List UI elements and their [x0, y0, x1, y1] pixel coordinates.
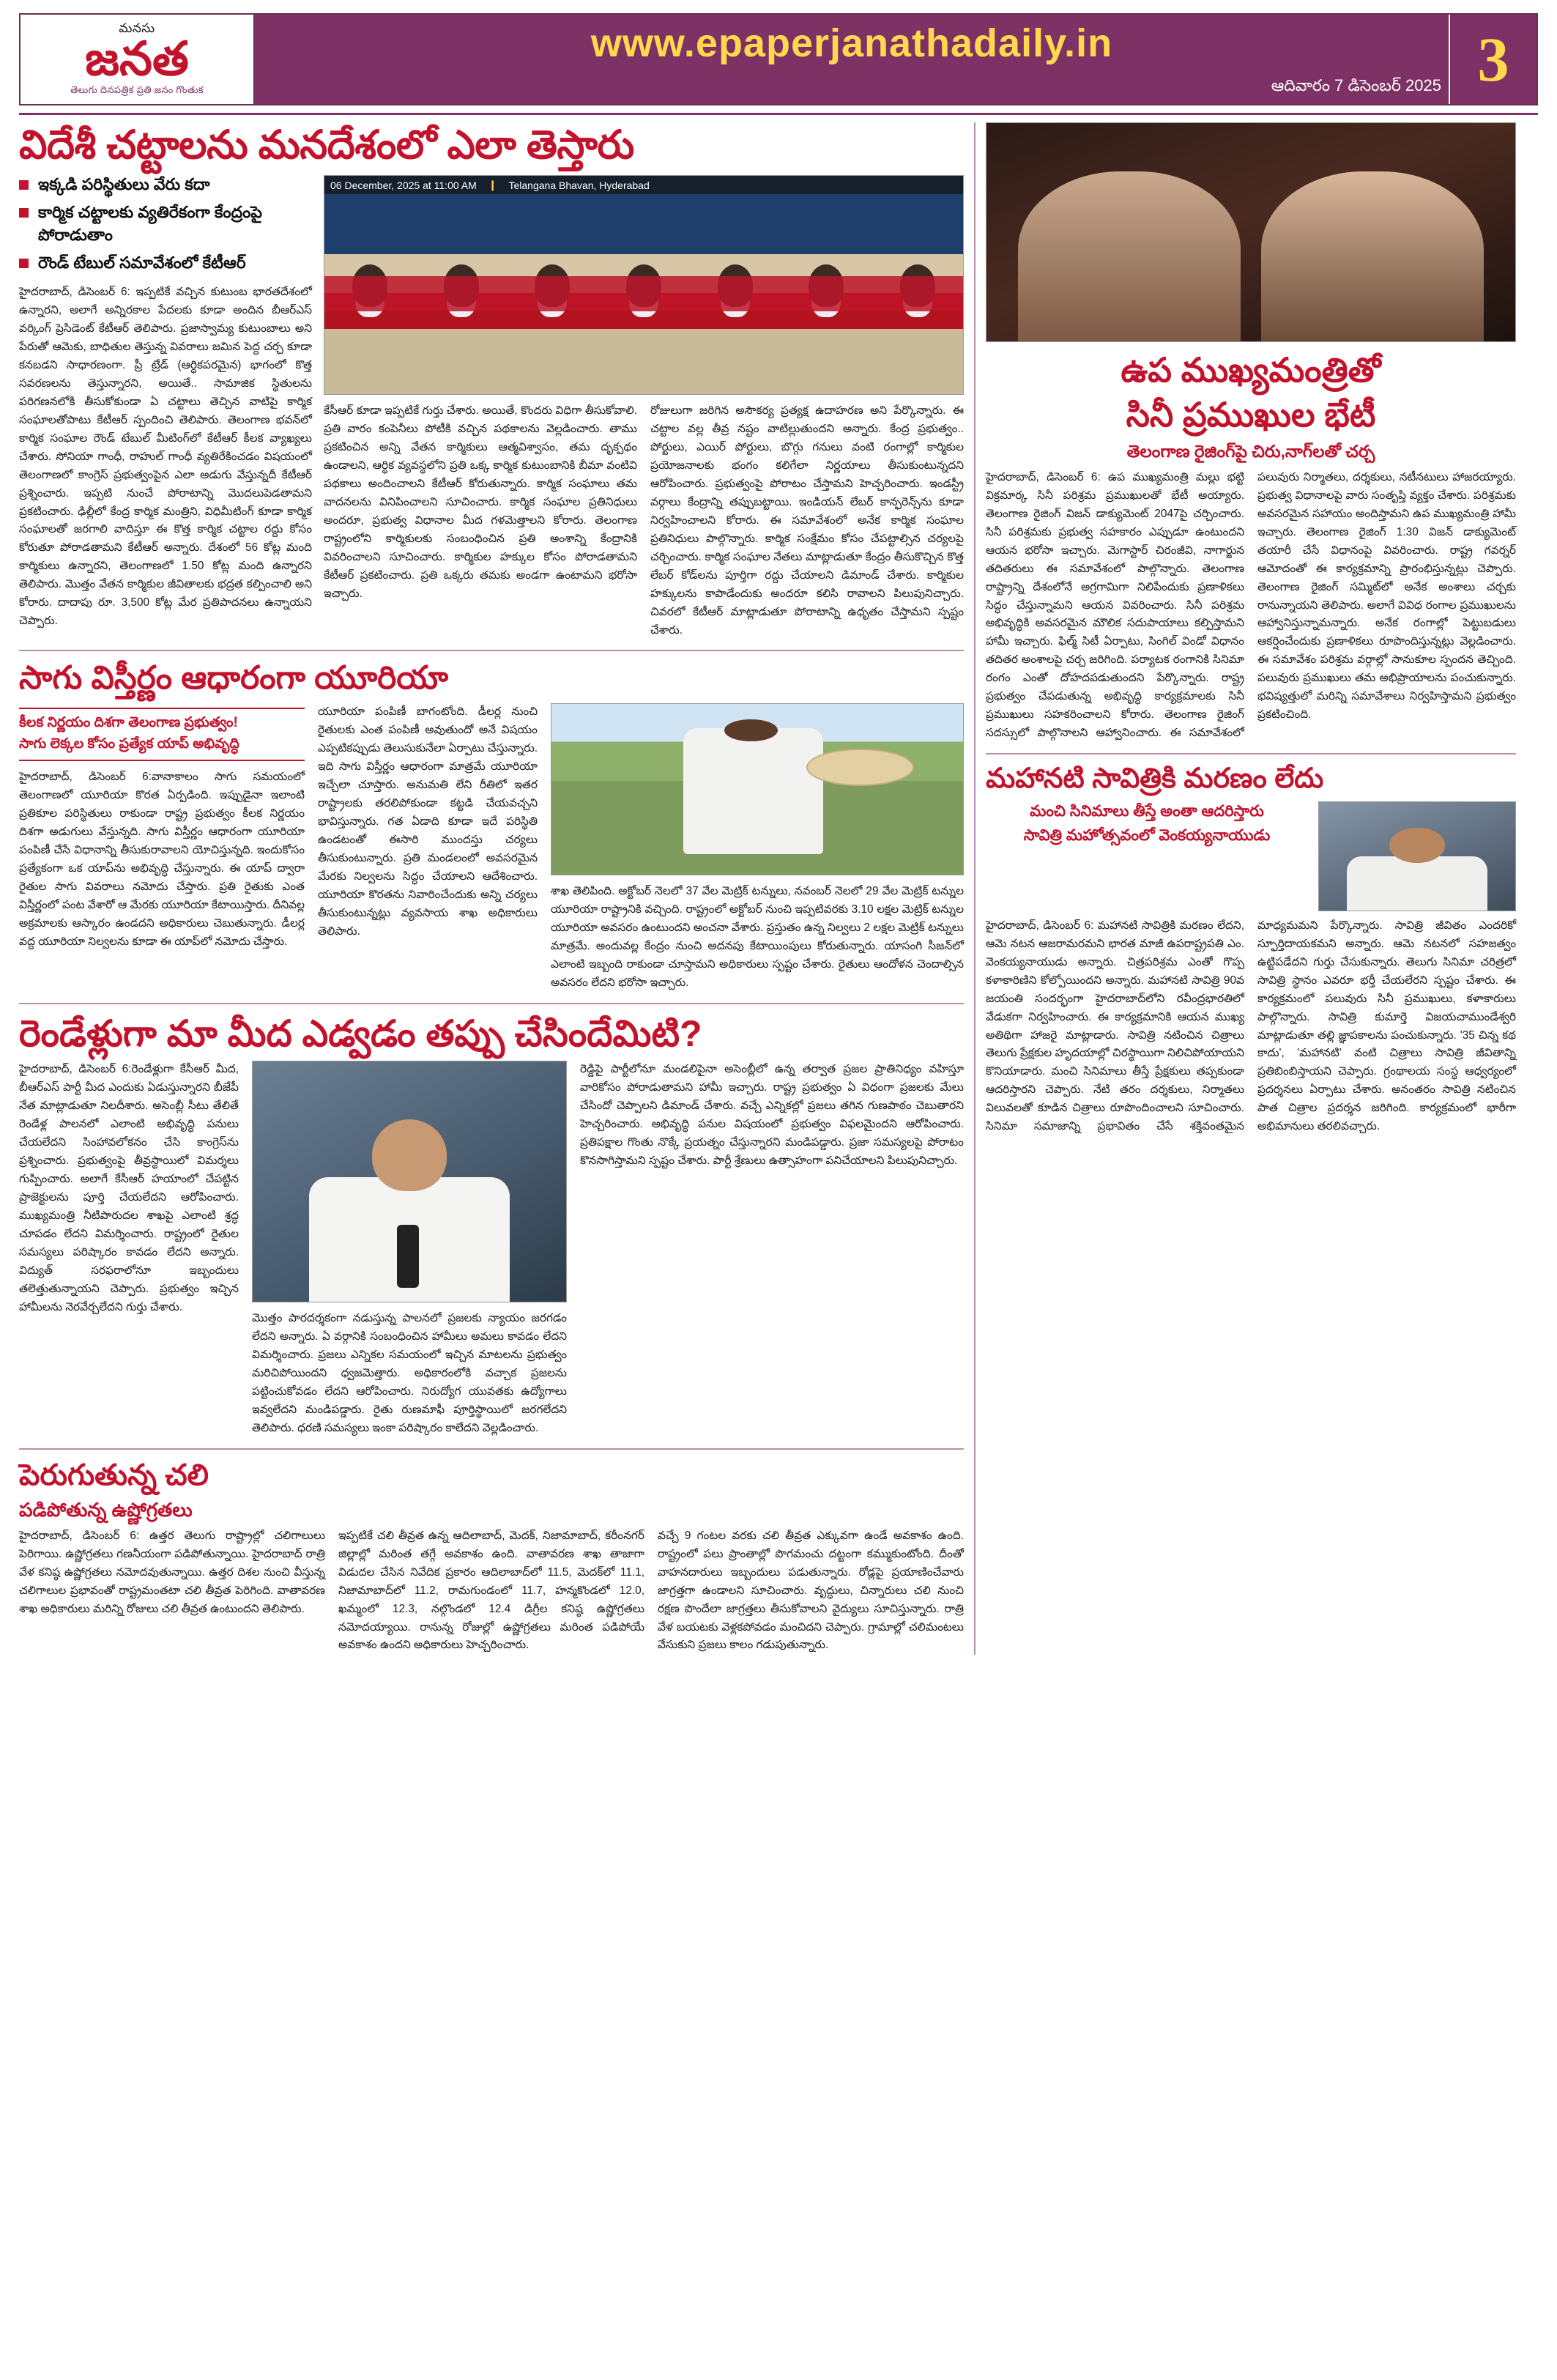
savitri-sub2: సావిత్రి మహోత్సవంలో వెంకయ్యనాయుడు [1023, 827, 1271, 845]
urea-photo [551, 703, 964, 875]
article-urea [19, 660, 964, 992]
section-divider [19, 650, 964, 651]
urea-body-col3: శాఖ తెలిపింది. అక్టోబర్‌ నెలలో 37 వేల మెట్రిక్‌ టన్నులు, నవంబర్‌ నెలలో 29 వేల మెట్రిక్‌ టన్నుల యూరియా రాష్ట్రానికి వచ్చింది. రాష్ట్రంలో అక్టోబర్‌ నుంచి ఇప్పటివరకు 3.10 లక్షల మెట్రిక్‌ టన్నుల యూరియా అవసరం ఉంటుందని అంచనా వేశారు. ప్రస్తుతం ఉన్న నిల్వలు 2 లక్షల మెట్రిక్‌ టన్నులు మాత్రమే. అందువల్ల కేంద్రం నుంచి అదనపు కేటాయింపులు కోరుతున్నారు. యాసంగి సీజన్‌లో ఎలాంటి ఇబ్బంది రాకుండా చూస్తామని అధికారులు స్పష్టం చేశారు. రైతులు ఆందోళన చెందాల్సిన అవసరం లేదని భరోసా ఇచ్చారు. [551, 885, 964, 989]
logo-top-text: మనసు [119, 21, 155, 35]
savitri-headline: మహానటి సావిత్రికి మరణం లేదు [986, 763, 1324, 795]
list-item: ఇక్కడి పరిస్థితులు వేరు కదా [19, 175, 312, 198]
urea-headline: సాగు విస్తీర్ణం ఆధారంగా యూరియా [19, 660, 449, 697]
cold-body-col2: ఇప్పటికే చలి తీవ్రత ఉన్న ఆదిలాబాద్, మెదక్, నిజామాబాద్, కరీంనగర్‌ జిల్లాల్లో మరింత తగ్గే అవకాశం ఉంది. వాతావరణ శాఖ తాజాగా విడుదల చేసిన నివేదిక ప్రకారం ఆదిలాబాద్‌లో 11.5, మెదక్‌లో 11.1, నిజామాబాద్‌లో 11.2, రామగుండంలో 11.7, హన్మకొండలో 12.0, ఖమ్మంలో 12.3, నల్గొండలో 12.4 డిగ్రీల కనిష్ఠ ఉష్ణోగ్రతలు నమోదయ్యాయి. రానున్న రోజుల్లో ఉష్ణోగ్రతలు మరింత పడిపోయే అవకాశం ఉందని అధికారులు హెచ్చరించారు. [338, 1529, 644, 1652]
lead-body-col3: రోజులుగా జరిగిన అసౌకర్య ప్రత్యక్ష ఉదాహరణ అని పేర్కొన్నారు. ఈ చట్టాల వల్ల తీవ్ర నష్టం వాటిల్లుతుందని అన్నారు. కేంద్ర ప్రభుత్వం.. పోర్టులు, ఎయిర్‌ పోర్టులు, బొగ్గు గనులు వంటి రంగాల్లో కార్మికుల ప్రయోజనాలకు భంగం కలిగేలా నిర్ణయాలు తీసుకుంటున్నదని ఆరోపించారు. ప్రభుత్వంపై పోరాటం చేస్తామని హెచ్చరించారు. ఇండస్ట్రీ వర్గాలు కేంద్రాన్ని తప్పుబట్టాయి. ఇండియన్‌ లేబర్‌ కాన్ఫరెన్స్‌ను కూడా నిర్వహించాలని కోరారు. ఈ సమావేశంలో అనేక కార్మిక సంఘాల ప్రతినిధులు పాల్గొన్నారు. కార్మిక సంక్షేమం కోసం చేపట్టాల్సిన చర్యలపై చర్చించారు. కార్మిక సంఘాల నేతలు మాట్లాడుతూ కేంద్రం తీసుకొచ్చిన కొత్త లేబర్‌ కోడ్‌లను పూర్తిగా రద్దు చేయాలని డిమాండ్‌ చేశారు. కార్మికుల హక్కులను కాపాడేందుకు అందరూ కలిసి రావాలని పిలుపునిచ్చారు. చివరలో కేటీఆర్‌ మాట్లాడుతూ పోరాటాన్ని ఉధృతం చేస్తామని స్పష్టం చేశారు. [650, 404, 964, 637]
bjp-body-col1: హైదరాబాద్, డిసెంబర్ 6:రెండేళ్లుగా కేసీఆర్‌ మీద, బీఆర్‌ఎస్‌ పార్టీ మీద ఎందుకు ఏడుస్తున్నారని బీజేపీ నేత మాట్లాడుతూ నిలదీశారు. అసెంబ్లీ సీటు తేలితే రెండేళ్ల పాలనలో ఎలాంటి అభివృద్ధి పనులు చేయలేదని సింహావలోకనం చేసి కాంగ్రెస్‌ను ప్రశ్నించారు. ప్రభుత్వంపై తీవ్రస్థాయిలో విమర్శలు గుప్పించారు. అలాగే కేసీఆర్‌ హయాంలో చేపట్టిన ప్రాజెక్టులను పూర్తి చేయలేదని ఆరోపించారు. ముఖ్యమంత్రి నీటిపారుదల శాఖపై ఎలాంటి శ్రద్ధ చూపడం లేదని విమర్శించారు. రాష్ట్రంలో రైతుల సమస్యలు పరిష్కారం కావడం లేదని అన్నారు. విద్యుత్‌ సరఫరాలోనూ ఇబ్బందులు తలెత్తుతున్నాయని చెప్పారు. ప్రభుత్వం ఇచ్చిన హామీలను నెరవేర్చలేదని గుర్తు చేశారు. [19, 1063, 239, 1313]
savitri-body: హైదరాబాద్, డిసెంబర్ 6: మహానటి సావిత్రికి మరణం లేదని, ఆమె నటన ఆజరామరమని భారత మాజీ ఉపరాష్ట్రపతి ఎం. వెంకయ్యనాయుడు అన్నారు. చిత్రపరిశ్రమ ఎంతో గొప్ప కళాకారిణిని కోల్పోయిందని అన్నారు. మహానటి సావిత్రి 90వ జయంతి సందర్భంగా హైదరాబాద్‌లోని రవీంద్రభారతిలో వేడుకగా నిర్వహించారు. ఈ కార్యక్రమానికి ఆయన ముఖ్య అతిథిగా హాజరై మాట్లాడారు. సావిత్రి నటించిన చిత్రాలు తెలుగు ప్రేక్షకుల హృదయాల్లో చిరస్థాయిగా నిలిచిపోయాయని కొనియాడారు. మంచి సినిమాలు తీస్తే ప్రేక్షకులు తప్పకుండా ఆదరిస్తారని చెప్పారు. నేటి తరం దర్శకులు, నిర్మాతలు విలువలతో కూడిన చిత్రాలు రూపొందించాలని సూచించారు. సినిమా సమాజాన్ని ప్రభావితం చేసే శక్తివంతమైన మాధ్యమమని పేర్కొన్నారు. సావిత్రి జీవితం ఎందరికో స్ఫూర్తిదాయకమని అన్నారు. ఆమె నటనలో సహజత్వం ఉట్టిపడేదని గుర్తు చేసుకున్నారు. తెలుగు సినిమా చరిత్రలో సావిత్రి స్థానం ఎవరూ భర్తీ చేయలేరని స్పష్టం చేశారు. ఈ కార్యక్రమంలో పలువురు సినీ ప్రముఖులు, కళాకారులు పాల్గొన్నారు. సావిత్రి కుమార్తె విజయచాముండేశ్వరి మాట్లాడుతూ తల్లి జ్ఞాపకాలను పంచుకున్నారు. '35 చిన్న కథ కాదు', 'మహానటి' వంటి చిత్రాలు సావిత్రి జీవితాన్ని ప్రతిబింబిస్తాయని చెప్పారు. గ్రంథాలయ సంస్థ ఆధ్వర్యంలో ప్రదర్శనలు ఏర్పాటు చేశారు. అనంతరం సావిత్రి నటించిన పాత చిత్రాల ప్రదర్శన జరిగింది. కార్యక్రమంలో భారీగా అభిమానులు తరలివచ్చారు. [986, 919, 1516, 1133]
celebrity-meeting-image [986, 123, 1515, 341]
website-url[interactable]: www.epaperjanathadaily.in [590, 21, 1113, 65]
lead-body-col1: హైదరాబాద్, డిసెంబర్ 6: ఇప్పటికే వచ్చిన కుటుంబ భారతదేశంలో ఉన్నారని, అలాగే అన్నిరకాల పేదలకు కూడా అందిన బీఆర్‌ఎస్‌ వర్కింగ్‌ ప్రెసిడెంట్‌ కేటీఆర్‌ తెలిపారు. ప్రజాస్వామ్య కుటుంబాలు అని పేరుతో ఆమెకు, బాధితుల తెస్తున్న వివరాలు జమిన పెద్ద చర్చ కూడా కనబడని సాధారణంగా. ప్రీ ట్రేడ్ (ఆర్ధికపరమైన) భాగంలో కొత్త సవరణలను తెస్తున్నారని, అయితే.. సామాజిక స్థితులను పరిగణనలోకి తీసుకోకుండా ఏ చట్టాలు తెచ్చిన వాటిపై కార్మిక సంఘాలతోపాటు కేటీఆర్‌ స్పందించి తెలిపారు. తెలంగాణ భవన్‌లో కార్మిక సంఘాల రౌండ్‌ టేబుల్‌ మీటింగ్‌లో కేటీఆర్‌ కీలక వ్యాఖ్యలు చేశారు. సోనియా గాంధీ, రాహుల్‌ గాంధీ వ్యతిరేకించడం విషయంలో తెలంగాణలో కాంగ్రెస్‌ ప్రభుత్వంపైన ఎలా అడుగు వేస్తున్నదీ కేటీఆర్‌ ప్రశ్నించారు. ఇప్పటి నుంచే పోరాటాన్ని మొదలుపెడతామని ప్రకటించారు. ఢిల్లీలో కేంద్ర కార్మిక మంత్రిని, విధిమీటింగ్‌ కూడా కార్మిక సంఘాలతో జరగాలి వాదిస్తూ ఈ కొత్త కార్మిక చట్టాల రద్దు కోసం కోరుతూ పోరాడతామని కేటీఆర్‌ అన్నారు. దేశంలో 56 కోట్ల మంది కార్మికులు ఉన్నారని, తెలంగాణలో 1.50 కోట్ల మంది ఉన్నారని తెలిపారు. మొత్తం వేతన కార్మికుల జీవితాలకు భద్రత కల్పించాలి అని కోరారు. దాదాపు రూ. 3,500 కోట్ల మేర ప్రతిపాదనలు ఉన్నాయని చెప్పారు. [19, 286, 312, 628]
caption-separator-icon: ❙ [488, 179, 497, 191]
right-divider-1 [986, 753, 1516, 755]
masthead-logo [21, 15, 255, 104]
savitri-sub1: మంచి సినిమాలు తీస్తే అంతా ఆదరిస్తారు [1030, 802, 1264, 820]
cold-body-col1: హైదరాబాద్, డిసెంబర్ 6: ఉత్తర తెలుగు రాష్ట్రాల్లో చలిగాలులు పెరిగాయి. ఉష్ణోగ్రతలు గణనీయంగా పడిపోతున్నాయి. హైదరాబాద్‌ రాత్రి వేళ కనిష్ఠ ఉష్ణోగ్రతలు నమోదవుతున్నాయి. ఉత్తర దిశల నుంచి వీస్తున్న చలిగాలుల ప్రభావంతో రాష్ట్రమంతటా చలి తీవ్రత పెరిగింది. వాతావరణ శాఖ అధికారులు మరిన్ని రోజులు చలి తీవ్రత ఉంటుందని తెలిపారు. [19, 1529, 325, 1615]
savitri-photo [1318, 801, 1516, 911]
venkaiah-naidu-image [1319, 802, 1515, 911]
urea-redbox [19, 708, 305, 761]
logo-tagline: తెలుగు దినపత్రిక ప్రతి జనం గొంతుక [70, 84, 204, 95]
bjp-photo [252, 1061, 567, 1302]
cold-headline: పెరుగుతున్న చలి [19, 1458, 209, 1491]
bjp-body-col3: రెడ్డిపై పార్టీలోనూ మండలిపైనా అసెంబ్లీలో ఉన్న తర్వాత ప్రజల ప్రాతినిధ్యం వహిస్తూ వారికోసం పోరాడుతామని హామీ ఇచ్చారు. రాష్ట్ర ప్రభుత్వం ఏ విధంగా ప్రజలకు మేలు చేసిందో చెప్పాలని డిమాండ్‌ చేశారు. వచ్చే ఎన్నికల్లో ప్రజలు తగిన గుణపాఠం చెబుతారని హెచ్చరించారు. అభివృద్ధి పనుల విషయంలో ప్రభుత్వం విఫలమైందని ఆరోపించారు. ప్రతిపక్షాల గొంతు నొక్కే ప్రయత్నం చేస్తున్నారని మండిపడ్డారు. ప్రజా సమస్యలపై పోరాటం కొనసాగిస్తామని స్పష్టం చేశారు. పార్టీ శ్రేణులు ఉత్సాహంగా పనిచేయాలని పిలుపునిచ్చారు. [580, 1063, 964, 1168]
content-grid [19, 122, 1538, 1655]
logo-brand: జనత [85, 32, 189, 85]
cine-headline-line1: ఉప ముఖ్యమంత్రితో [1121, 351, 1381, 389]
lead-photo [324, 175, 964, 395]
page-number: 3 [1477, 24, 1509, 94]
lead-body-col2: కేసీఆర్‌ కూడా ఇప్పటికే గుర్తు చేశారు. అయితే, కొందరు విధిగా తీసుకోవాలి. ప్రతి వారం కంపెనీలు పోటీకి వచ్చిన పథకాలను వెల్లడించారు. తాము ప్రకటించిన అన్ని వేతన కార్మికులు ఆత్మవిశ్వాసం, తమ దృక్పథం ఉండాలని, ఆర్థిక వ్యవస్థలోని ప్రతి ఒక్క కార్మిక కుటుంబానికి బీమా వంటివి పథకాలు అందించాలని కేటీఆర్‌ కోరుతున్నారు. కార్మిక సంఘాలు తమ వాదనలను వినిపించాలని సూచించారు. కార్మిక సంఘాల ప్రతినిధులు అందరూ, ప్రభుత్వ విధానాల మీద గళమెత్తాలని కోరారు. తెలంగాణ రాష్ట్రంలోని కార్మికులకు సంబంధించిన ప్రతి అంశాన్ని కేంద్రానికి వివరించాలని సూచించారు. కార్మికుల హక్కుల కోసం పోరాడతామని కేటీఆర్‌ ప్రకటించారు. ప్రతి ఒక్కరు తమకు అండగా ఉంటామని భరోసా ఇచ్చారు. [324, 404, 637, 600]
page-number-box [1449, 15, 1536, 104]
speaker-portrait-image [253, 1061, 566, 1302]
urea-body-col1: హైదరాబాద్, డిసెంబర్ 6:వానాకాలం సాగు సమయంలో తెలంగాణలో యూరియా కొరత ఏర్పడింది. ఇప్పుడైనా ఇలాంటి ప్రతికూల పరిస్థితులు రాకుండా రాష్ట్ర ప్రభుత్వం కీలక నిర్ణయం దిశగా అడుగులు వేస్తున్నది. సాగు విస్తీర్ణం ఆధారంగా యూరియా పంపిణీ చేసే విధానాన్ని తీసుకురావాలని యోచిస్తున్నది. ఇందుకోసం ప్రత్యేకంగా ఒక యాప్‌ను అభివృద్ధి చేస్తున్నారు. ఈ యాప్‌ ద్వారా రైతుల సాగు వివరాలు నమోదు చేస్తారు. ప్రతి రైతుకు ఎంత విస్తీర్ణంలో పంట వేశారో ఆ మేరకు యూరియా కేటాయిస్తారు. దీనివల్ల అక్రమాలకు ఆస్కారం ఉండదని అధికారులు చెబుతున్నారు. డీలర్ల వద్ద యూరియా నిల్వలను కూడా ఈ యాప్‌లో నమోదు చేస్తారు. [19, 771, 305, 948]
press-conference-image [324, 176, 963, 394]
issue-date: ఆదివారం 7 డిసెంబర్ 2025 [1271, 75, 1441, 94]
cine-subheadline: తెలంగాణ రైజింగ్‌పై చిరు,నాగ్‌లతో చర్చ [1126, 441, 1375, 461]
cine-headline-line2: సినీ ప్రముఖుల భేటీ [1126, 395, 1376, 434]
article-cold [19, 1458, 964, 1655]
bjp-headline: రెండేళ్లుగా మా మీద ఎడ్వడం తప్పు చేసిందేమిటి? [19, 1012, 702, 1054]
lead-bullet-list [19, 175, 312, 276]
cold-body-col3: వచ్చే 9 గంటల వరకు చలి తీవ్రత ఎక్కువగా ఉండే అవకాశం ఉంది. రాష్ట్రంలో పలు ప్రాంతాల్లో పొగమంచు దట్టంగా కమ్ముకుంటోంది. దీంతో వాహనదారులు ఇబ్బందులు పడుతున్నారు. రోడ్లపై ప్రయాణించేవారు జాగ్రత్తగా ఉండాలని సూచించారు. వృద్ధులు, చిన్నారులు చలి నుంచి రక్షణ పొందేలా జాగ్రత్తలు తీసుకోవాలని వైద్యులు సూచిస్తున్నారు. రాత్రి వేళ బయటకు వెళ్లకపోవడం మంచిదని చెప్పారు. గ్రామాల్లో చలిమంటలు వేసుకుని ప్రజలు కాలం గడుపుతున్నారు. [658, 1529, 964, 1652]
article-bjp [19, 1013, 964, 1438]
section-divider-2 [19, 1003, 964, 1004]
cine-photo [986, 122, 1516, 342]
bjp-body-col2: మొత్తం పారదర్శకంగా నడుస్తున్న పాలనలో ప్రజలకు న్యాయం జరగడం లేదని అన్నారు. ఏ వర్గానికి సంబంధించిన హామీలు అమలు కావడం లేదని విమర్శించారు. ప్రజలు ఎన్నికల సమయంలో ఇచ్చిన మాటలను ప్రభుత్వం మరిచిపోయిందని ధ్వజమెత్తారు. అధికారంలోకి వచ్చాక ప్రజలను పట్టించుకోవడం లేదని ఆరోపించారు. నిరుద్యోగ యువతకు ఉద్యోగాలు ఇవ్వలేదని మండిపడ్డారు. రైతు రుణమాఫీ పూర్తిస్థాయిలో జరగలేదని తెలిపారు. ధరణి సమస్యలు ఇంకా పరిష్కారం కాలేదని వెల్లడించారు. [252, 1312, 567, 1435]
urea-redbox-line2: సాగు లెక్కల కోసం ప్రత్యేక యాప్‌ అభివృద్ధి [19, 735, 239, 752]
photo-caption-bar [324, 176, 963, 194]
photo-caption-location: Telangana Bhavan, Hyderabad [508, 179, 650, 191]
cold-subheadline: పడిపోతున్న ఉష్ణోగ్రతలు [19, 1498, 193, 1521]
article-savitri [986, 763, 1516, 1136]
list-item: కార్మిక చట్టాలకు వ్యతిరేకంగా కేంద్రంపై పోరాడుతాం [19, 203, 312, 248]
farmer-field-image [551, 704, 963, 875]
right-column [974, 122, 1516, 1655]
article-lead [19, 122, 964, 640]
urea-body-col2: యూరియా పంపిణీ బాగంటోంది. డీలర్ల నుంచి రైతులకు ఎంత పంపిణీ అవుతుందో అనే విషయం ఎప్పటికప్పుడు తెలుసుకునేలా ఏర్పాటు చేస్తున్నారు. ఇది సాగు విస్తీర్ణం ఆధారంగా మాత్రమే యూరియా ఇచ్చేలా చూస్తారు. అనుమతి లేని రీతిలో ఇతర రాష్ట్రాలకు తరలిపోకుండా కట్టడి చేయవచ్చని భావిస్తున్నారు. గత ఏడాది కూడా ఇదే పరిస్థితి ఉండటంతో ఈసారి ముందస్తు చర్యలు తీసుకుంటున్నారు. ప్రతి మండలంలో అవసరమైన మేరకు నిల్వలను సిద్ధం చేయాలని ఆదేశించారు. యూరియా కొరతను నివారించేందుకు అన్ని చర్యలు తీసుకుంటున్నట్లు వ్యవసాయ శాఖ అధికారులు తెలిపారు. [318, 705, 538, 938]
section-divider-3 [19, 1448, 964, 1450]
list-item: రౌండ్‌ టేబుల్‌ సమావేశంలో కేటీఆర్‌ [19, 253, 312, 276]
cine-body: హైదరాబాద్, డిసెంబర్ 6: ఉప ముఖ్యమంత్రి మల్లు భట్టి విక్రమార్క సినీ పరిశ్రమ ప్రముఖులతో భేటీ అయ్యారు. తెలంగాణ రైజింగ్‌ విజన్‌ డాక్యుమెంట్‌ 2047పై చర్చించారు. సినీ పరిశ్రమకు ప్రభుత్వ సహకారం ఎప్పుడూ ఉంటుందని ఆయన భరోసా ఇచ్చారు. మెగాస్టార్‌ చిరంజీవి, నాగార్జున తదితరులు ఈ సమావేశంలో పాల్గొన్నారు. తెలంగాణ రాష్ట్రాన్ని దేశంలోనే అగ్రగామిగా నిలిపేందుకు ప్రణాళికలు సిద్ధం చేస్తున్నామని ఆయన వివరించారు. సినీ పరిశ్రమ అభివృద్ధికి అవసరమైన మౌలిక సదుపాయాలు కల్పిస్తామని హామీ ఇచ్చారు. ఫిల్మ్‌ సిటీ ఏర్పాటు, సింగిల్‌ విండో విధానం తదితర అంశాలపై చర్చ జరిగింది. పర్యాటక రంగానికి సినిమా రంగం ఎంతో దోహదపడుతుందని పేర్కొన్నారు. రాష్ట్ర ప్రభుత్వం చేపడుతున్న అభివృద్ధి కార్యక్రమాలకు సినీ ప్రముఖులు సహకరించాలని కోరారు. తెలంగాణ రైజింగ్‌ సదస్సులో పాల్గొనాలని ఆహ్వానించారు. ఈ సమావేశంలో పలువురు నిర్మాతలు, దర్శకులు, నటీనటులు హాజరయ్యారు. ప్రభుత్వ విధానాలపై వారు సంతృప్తి వ్యక్తం చేశారు. పరిశ్రమకు అవసరమైన సహాయం అందిస్తామని ఉప ముఖ్యమంత్రి హామీ ఇచ్చారు. తెలంగాణ రైజింగ్‌ 1:30 విజన్‌ డాక్యుమెంట్‌ తయారీ చేసే విధానంపై వివరించారు. రాష్ట్ర గవర్నర్‌ ఆమోదంతో ఈ కార్యక్రమాన్ని ప్రారంభిస్తున్నట్లు చెప్పారు. తెలంగాణ రైజింగ్‌ సమ్మిట్‌లో అనేక అంశాలు చర్చకు రానున్నాయని తెలిపారు. అలాగే వివిధ రంగాల ప్రముఖులను ఆహ్వానిస్తున్నామన్నారు. అనేక రంగాల్లో పెట్టుబడులు ఆకర్షించేందుకు ప్రణాళికలు రూపొందిస్తున్నట్లు వెల్లడించారు. ఈ సమావేశం పరిశ్రమ వర్గాల్లో సానుకూల స్పందన తెచ్చింది. పలువురు ప్రముఖులు తమ అభిప్రాయాలను పంచుకున్నారు. భవిష్యత్తులో మరిన్ని సమావేశాలు నిర్వహిస్తామని ప్రభుత్వం ప్రకటించింది. [986, 470, 1516, 740]
urea-redbox-line1: కీలక నిర్ణయం దిశగా తెలంగాణ ప్రభుత్వం! [19, 715, 238, 731]
masthead [19, 13, 1538, 105]
lead-headline: విదేశీ చట్టాలను మనదేశంలో ఎలా తెస్తారు [19, 123, 634, 167]
left-column [19, 122, 964, 1655]
masthead-center [255, 15, 1449, 104]
masthead-rule [19, 113, 1538, 115]
article-cine [986, 122, 1516, 743]
photo-caption-datetime: 06 December, 2025 at 11:00 AM [330, 179, 477, 191]
